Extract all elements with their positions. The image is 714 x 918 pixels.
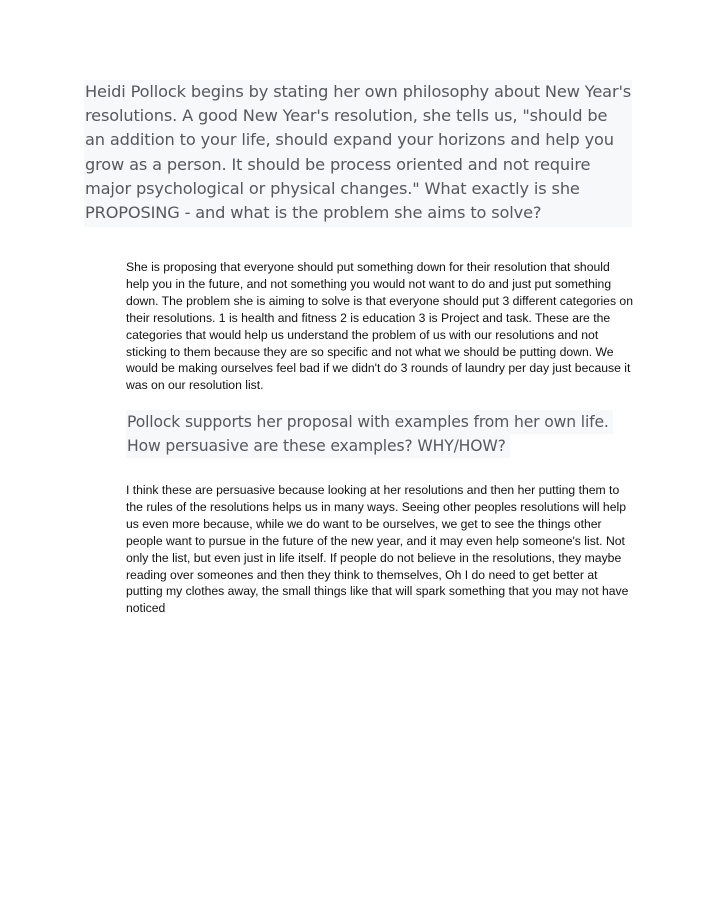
question-2-heading <box>126 410 636 458</box>
question-2-line-1: Pollock supports her proposal with examples from her own life. <box>126 410 613 434</box>
question-2-line-2: How persuasive are these examples? WHY/HOW? <box>126 434 510 458</box>
answer-1-text: She is proposing that everyone should put something down for their resolution that should help you in the future, and not something you would not want to do and just put something down. The problem she is aiming to solve is that everyone should put 3 different categories on their resolutions. 1 is health and fitness 2 is education 3 is Project and task. These are the categories that would help us understand the problem of us with our resolutions and not sticking to them because they are so specific and not what we should be putting down. We would be making ourselves feel bad if we didn't do 3 rounds of laundry per day just because it was on our resolution list. <box>126 260 633 393</box>
question-1-heading: Heidi Pollock begins by stating her own philosophy about New Year's resolutions. A good New Year's resolution, she tells us, "should be an addition to your life, should expand your horizons and help you grow as a person. It should be process oriented and not require major psychological or physical changes." What exactly is she PROPOSING - and what is the problem she aims to solve? <box>84 80 632 227</box>
answer-2-text: I think these are persuasive because looking at her resolutions and then her putting them to the rules of the resolutions helps us in many ways. Seeing other peoples resolutions will help us even more because, while we do want to be ourselves, we get to see the things other people want to pursue in the future of the new year, and it may even help someone's list. Not only the list, but even just in life itself. If people do not believe in the resolutions, they maybe reading over someones and then they think to themselves, Oh I do need to get better at putting my clothes away, the small things like that will spark something that you may not have noticed <box>126 483 629 616</box>
